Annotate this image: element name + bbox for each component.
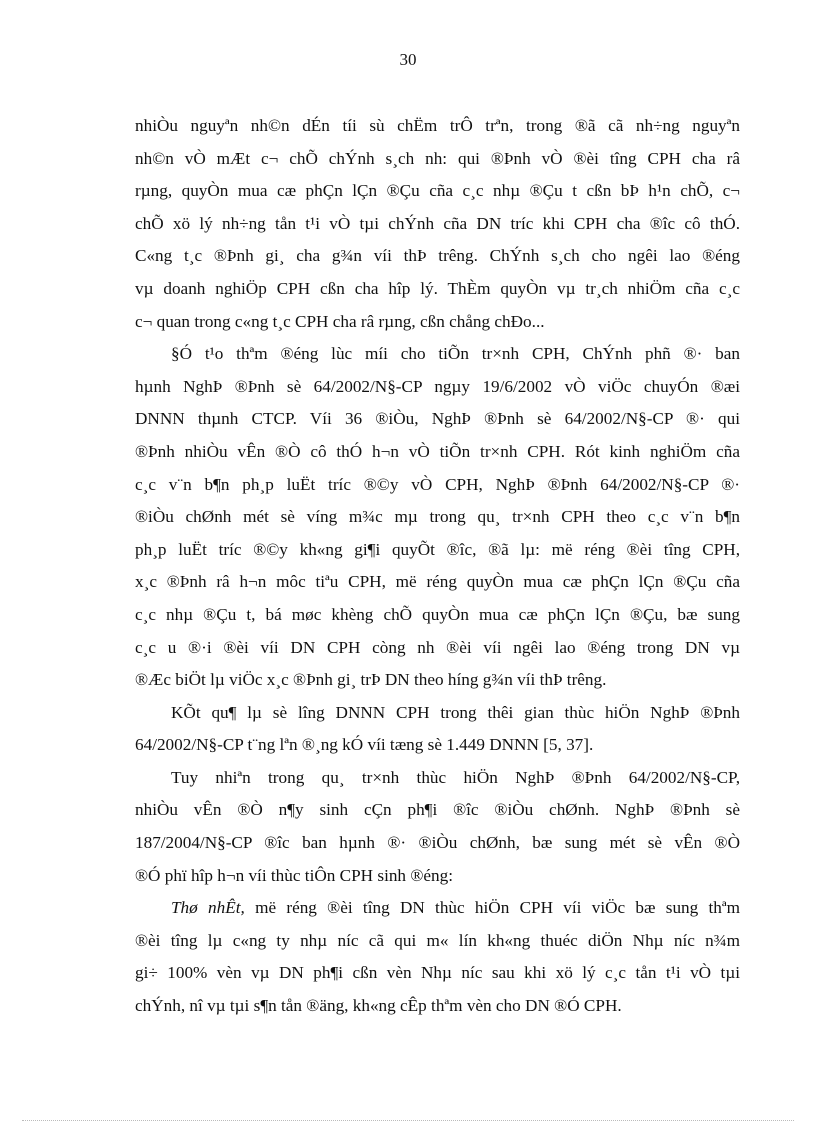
italic-lead: Thø nhÊt, [171,898,245,918]
text-line [135,273,740,306]
text-line-content: ®èi tîng lµ c«ng ty nhµ níc cã qui m« lín kh«ng thuéc diÖn Nhµ níc n¾m [135,930,740,950]
text-line-content: nhiÒu vÊn ®Ò n¶y sinh cÇn ph¶i ®îc ®iÒu chØnh. NghÞ ®Þnh sè [135,800,740,820]
body-text [135,110,740,1023]
text-line-content: DNNN thµnh CTCP. Víi 36 ®iÒu, NghÞ ®Þnh sè 64/2002/N§-CP ®· qui [135,409,740,429]
text-line-content: Tuy nhiªn trong qu¸ tr×nh thùc hiÖn NghÞ ®Þnh 64/2002/N§-CP, [171,767,740,787]
text-line-content: 64/2002/N§-CP t¨ng lªn ®¸ng kÓ víi tæng sè 1.449 DNNN [5, 37]. [135,735,594,755]
text-line-content: ®Æc biÖt lµ viÖc x¸c ®Þnh gi¸ trÞ DN theo híng g¾n víi thÞ trêng. [135,670,607,690]
text-line-content: KÕt qu¶ lµ sè lîng DNNN CPH trong thêi gian thùc hiÖn NghÞ ®Þnh [171,702,740,722]
text-line [135,632,740,665]
text-line-content: hµnh NghÞ ®Þnh sè 64/2002/N§-CP ngµy 19/6/2002 vÒ viÖc chuyÓn ®æi [135,376,740,396]
text-line-content: c¬ quan trong c«ng t¸c CPH cha râ rµng, cßn chång chÐo... [135,311,545,331]
text-line [135,860,740,893]
text-line [135,925,740,958]
text-line [135,990,740,1023]
text-line [135,403,740,436]
text-line [135,306,740,339]
text-line-content: nh©n vÒ mÆt c¬ chÕ chÝnh s¸ch nh: qui ®Þnh vÒ ®èi tîng CPH cha râ [135,148,740,168]
text-line-content: ph¸p luËt tríc ®©y kh«ng gi¶i quyÕt ®îc, ®ã lµ: më réng ®èi tîng CPH, [135,539,740,559]
text-line-content: chÝnh, nî vµ tµi s¶n tån ®äng, kh«ng cÊp thªm vèn cho DN ®Ó CPH. [135,996,622,1016]
text-line-content: x¸c ®Þnh râ h¬n môc tiªu CPH, më réng quyÒn mua cæ phÇn lÇn ®Çu cña [135,572,740,592]
text-line [135,892,740,925]
text-line [135,143,740,176]
text-line-content: §Ó t¹o thªm ®éng lùc míi cho tiÕn tr×nh CPH, ChÝnh phñ ®· ban [171,344,740,364]
text-line [135,110,740,143]
text-line-content: nhiÒu nguyªn nh©n dÉn tíi sù chËm trÔ trªn, trong ®ã cã nh÷ng nguyªn [135,116,740,135]
text-line [135,566,740,599]
text-line-content: vµ doanh nghiÖp CPH cßn cha hîp lý. ThÈm quyÒn vµ tr¸ch nhiÖm cña c¸c [135,278,740,298]
text-line-content: c¸c v¨n b¶n ph¸p luËt tríc ®©y vÒ CPH, NghÞ ®Þnh 64/2002/N§-CP ®· [135,474,740,494]
text-line [135,534,740,567]
text-line-content: chÕ xö lý nh÷ng tån t¹i vÒ tµi chÝnh cña DN tríc khi CPH cha ®îc cô thÓ. [135,213,740,233]
text-line-content: ®Ó phï hîp h¬n víi thùc tiÔn CPH sinh ®éng: [135,865,453,885]
text-line-content: 187/2004/N§-CP ®îc ban hµnh ®· ®iÒu chØnh, bæ sung mét sè vÊn ®Ò [135,833,740,853]
text-line-content: c¸c u ®·i ®èi víi DN CPH còng nh ®èi víi ngêi lao ®éng trong DN vµ [135,637,740,657]
text-line-content: gi÷ 100% vèn vµ DN ph¶i cßn vèn Nhµ níc sau khi xö lý c¸c tån t¹i vÒ tµi [135,963,740,983]
text-line [135,240,740,273]
text-line [135,371,740,404]
text-line [135,957,740,990]
text-line-content: ®Þnh nhiÒu vÊn ®Ò cô thÓ h¬n vÒ tiÕn tr×nh CPH. Rót kinh nghiÖm cña [135,441,740,461]
text-line [135,469,740,502]
page-bottom-divider [22,1120,794,1121]
text-line [135,599,740,632]
text-line [135,338,740,371]
text-line-content: ®iÒu chØnh mét sè víng m¾c mµ trong qu¸ tr×nh CPH theo c¸c v¨n b¶n [135,507,740,527]
text-line-content: më réng ®èi tîng DN thùc hiÖn CPH víi viÖc bæ sung thªm [244,898,740,918]
text-line [135,501,740,534]
page-number: 30 [399,50,417,69]
text-line [135,436,740,469]
text-line [135,827,740,860]
text-line-content: c¸c nhµ ®Çu t, bá møc khèng chÕ quyÒn mua cæ phÇn lÇn ®Çu, bæ sung [135,604,740,624]
text-line [135,697,740,730]
text-line [135,794,740,827]
text-line [135,664,740,697]
text-line [135,762,740,795]
text-line [135,208,740,241]
text-line-content: rµng, quyÒn mua cæ phÇn lÇn ®Çu cña c¸c nhµ ®Çu t cßn bÞ h¹n chÕ, c¬ [135,181,740,201]
text-line [135,729,740,762]
text-line [135,175,740,208]
text-line-content: C«ng t¸c ®Þnh gi¸ cha g¾n víi thÞ trêng. ChÝnh s¸ch cho ngêi lao ®éng [135,246,740,266]
